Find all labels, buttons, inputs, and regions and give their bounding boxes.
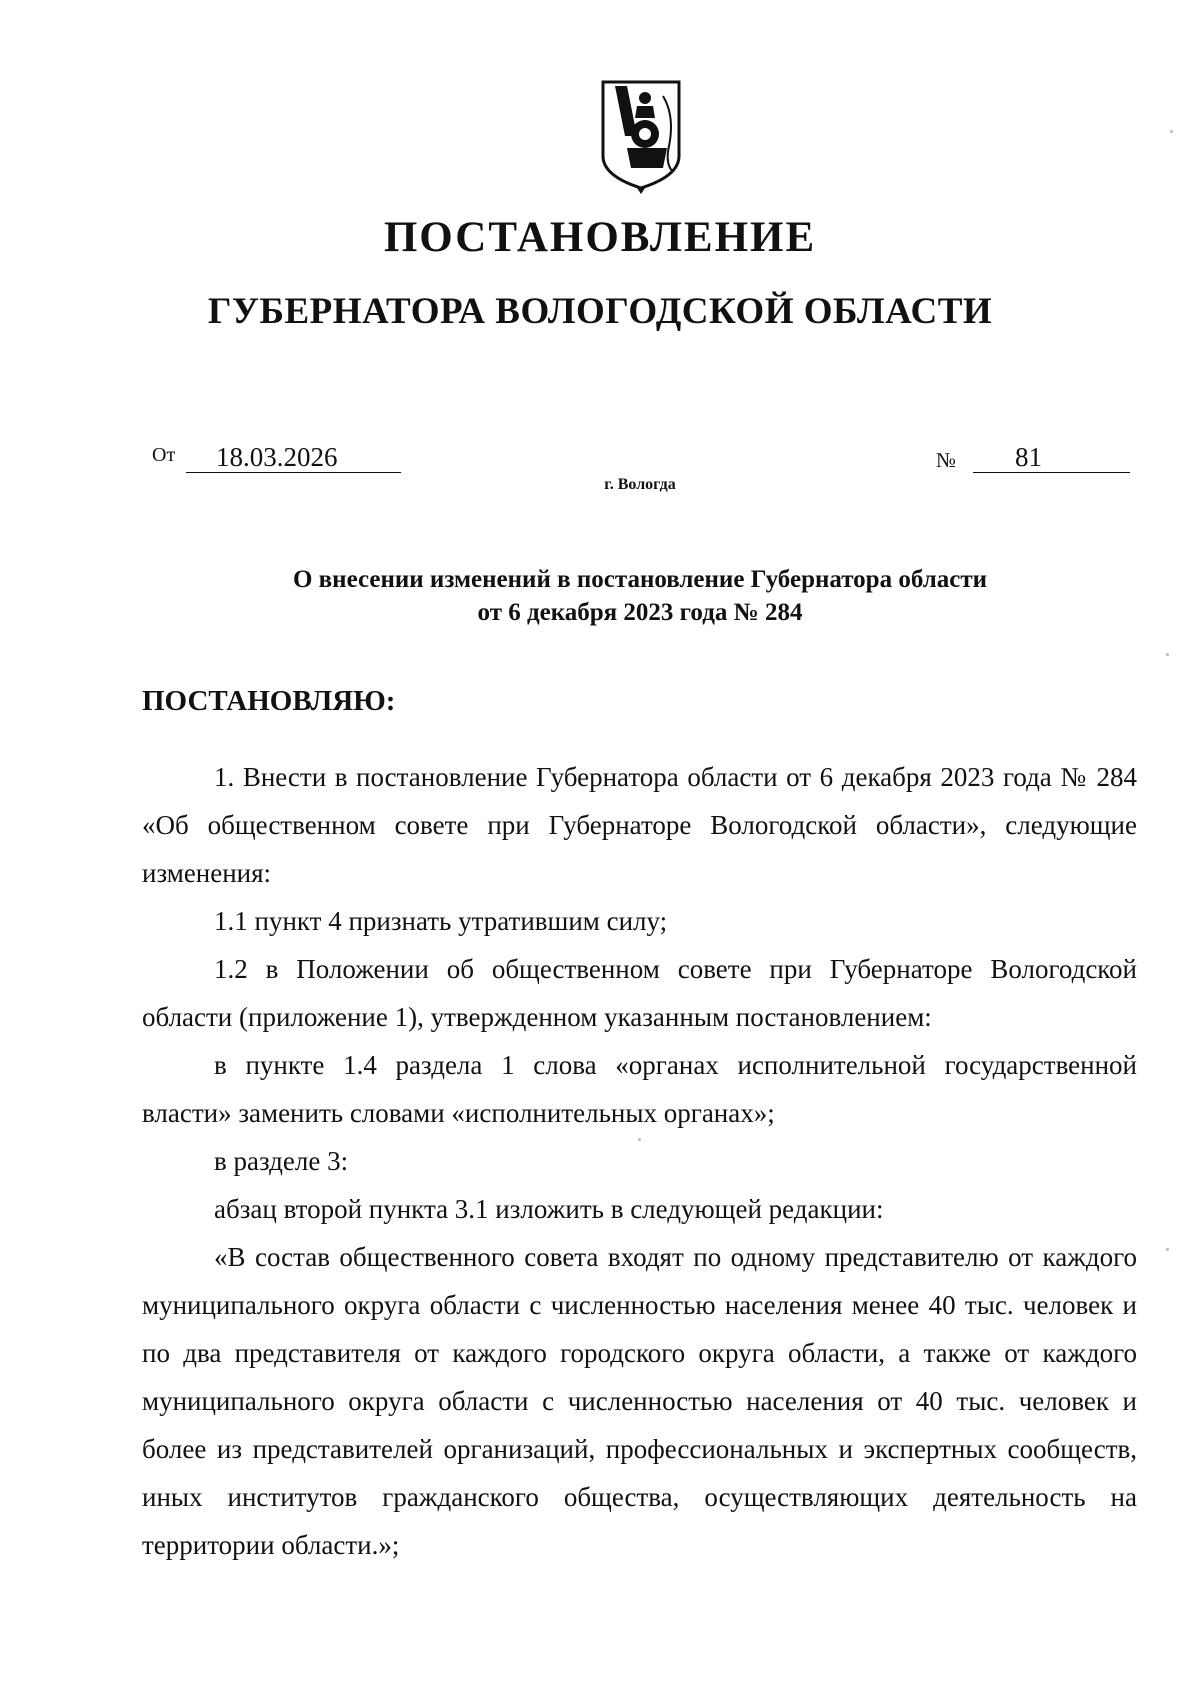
paragraph-item-3-1: абзац второй пункта 3.1 изложить в следующей редакции: [214, 1194, 884, 1224]
paragraph-new-text: «В состав общественного совета входят по одному представителю от каждого муниципального округа области с численностью населения менее 40 тыс. человек и по два представителя от каждого городского округа области, а также от каждого муниципального округа области с численностью населения от 40 тыс. человек и более из представителей организаций, профессиональных и экспертных сообществ, иных институтов гражданского общества, осуществляющих деятельность на территории области.»; [142, 1242, 1137, 1560]
scan-speck [1170, 130, 1173, 133]
document-subject [0, 563, 1200, 629]
subject-line-2: от 6 декабря 2023 года № 284 [477, 599, 803, 626]
scan-speck [638, 1138, 641, 1141]
document-date: 18.03.2026 [186, 442, 401, 473]
paragraph-1-2: 1.2 в Положении об общественном совете при Губернаторе Вологодской области (приложение 1), утвержденном указанным постановлением: [142, 954, 1137, 1032]
document-body [142, 753, 1137, 1569]
scan-speck [1166, 653, 1169, 656]
date-label: От [152, 444, 176, 466]
paragraph-section-3: в разделе 3: [214, 1146, 349, 1176]
paragraph-1: 1. Внести в постановление Губернатора области от 6 декабря 2023 года № 284 «Об общественном совете при Губернаторе Вологодской области», следующие изменения: [142, 762, 1137, 888]
coat-of-arms-emblem [597, 76, 685, 194]
paragraph-1-1: 1.1 пункт 4 признать утратившим силу; [214, 906, 668, 936]
document-title: ПОСТАНОВЛЕНИЕ [383, 214, 817, 261]
document-city: г. Вологда [604, 476, 676, 493]
document-issuer: ГУБЕРНАТОРА ВОЛОГОДСКОЙ ОБЛАСТИ [207, 291, 993, 332]
subject-line-1: О внесении изменений в постановление Губернатора области [292, 566, 988, 593]
number-label: № [936, 448, 957, 472]
scan-speck [1166, 1248, 1169, 1251]
decree-heading: ПОСТАНОВЛЯЮ: [142, 685, 396, 717]
document-number: 81 [973, 442, 1130, 473]
paragraph-section-1: в пункте 1.4 раздела 1 слова «органах исполнительной государственной власти» заменить словами «исполнительных органах»; [142, 1050, 1137, 1128]
